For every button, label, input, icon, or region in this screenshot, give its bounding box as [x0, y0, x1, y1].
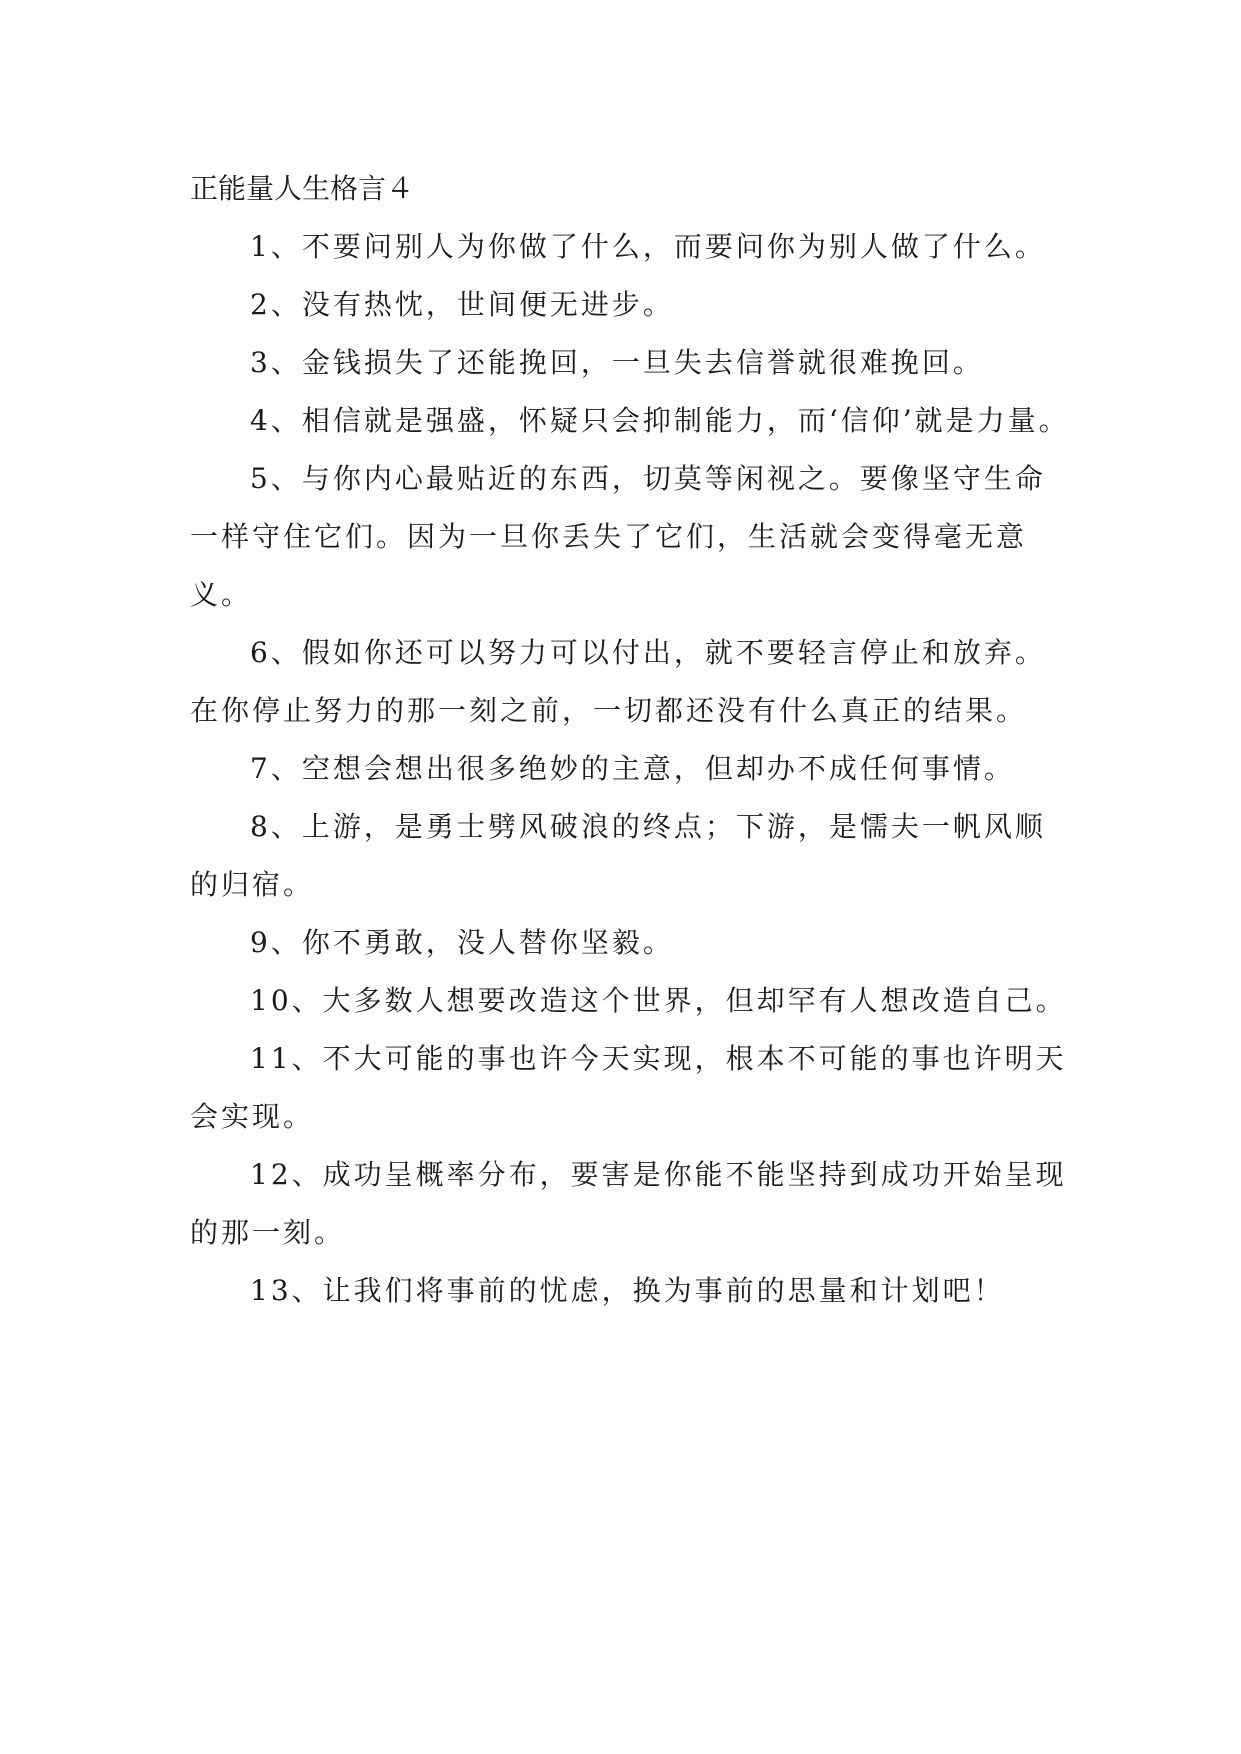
- quote-item-8: 8、上游，是勇士劈风破浪的终点；下游，是懦夫一帆风顺的归宿。: [190, 810, 1046, 901]
- quote-item-7: 7、空想会想出很多绝妙的主意，但却办不成任何事情。: [250, 752, 1015, 785]
- quote-item-11: 11、不大可能的事也许今天实现，根本不可能的事也许明天会实现。: [190, 1042, 1067, 1133]
- document-page: [190, 160, 1070, 1320]
- quote-item-4: 4、相信就是强盛，怀疑只会抑制能力，而‘信仰’就是力量。: [250, 404, 1070, 437]
- quote-item-9: 9、你不勇敢，没人替你坚毅。: [250, 926, 674, 959]
- quote-item-6: 6、假如你还可以努力可以付出，就不要轻言停止和放弃。在你停止努力的那一刻之前，一切都还没有什么真正的结果。: [190, 636, 1046, 727]
- document-title: 正能量人生格言４: [190, 172, 415, 205]
- quote-item-13: 13、让我们将事前的忧虑，换为事前的思量和计划吧！: [250, 1274, 1005, 1307]
- quote-item-1: 1、不要问别人为你做了什么，而要问你为别人做了什么。: [250, 230, 1046, 263]
- quote-item-10: 10、大多数人想要改造这个世界，但却罕有人想改造自己。: [250, 984, 1067, 1017]
- quote-item-3: 3、金钱损失了还能挽回，一旦失去信誉就很难挽回。: [250, 346, 984, 379]
- quote-item-5: 5、与你内心最贴近的东西，切莫等闲视之。要像坚守生命一样守住它们。因为一旦你丢失了它们，生活就会变得毫无意义。: [190, 462, 1046, 611]
- quote-item-2: 2、没有热忱，世间便无进步。: [250, 288, 674, 321]
- quote-item-12: 12、成功呈概率分布，要害是你能不能坚持到成功开始呈现的那一刻。: [190, 1158, 1067, 1249]
